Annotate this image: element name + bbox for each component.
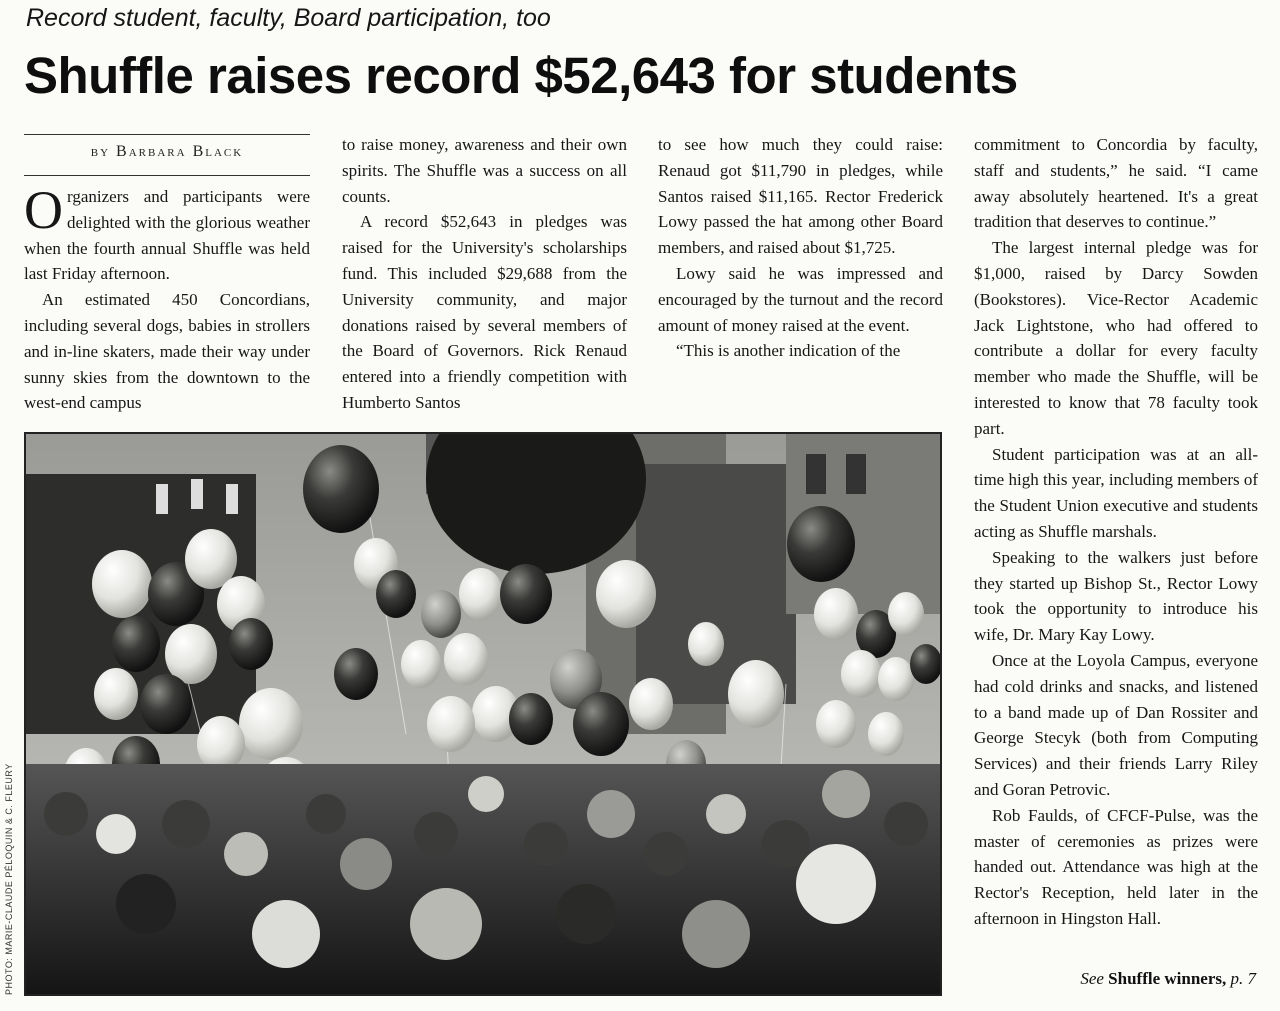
dropcap: O bbox=[24, 180, 63, 240]
kicker: Record student, faculty, Board participation, too bbox=[26, 4, 551, 32]
column-4 bbox=[974, 132, 1258, 932]
col1-paragraph-2: An estimated 450 Concordians, including several dogs, babies in strollers and in-line skaters, made their way under sunny skies from the downtown to the west-end campus bbox=[24, 290, 310, 413]
col2-paragraph-2: A record $52,643 in pledges was raised for the University's scholarships fund. This included $29,688 from the University community, and major donations raised by several members of the Board of Governors. Rick Renaud entered into a friendly competition with Humberto Santos bbox=[342, 212, 627, 412]
col1-p1-text: rganizers and participants were delighted with the glorious weather when the fourth annual Shuffle was held last Friday afternoon. bbox=[24, 187, 310, 284]
column-1 bbox=[24, 180, 310, 416]
column-2 bbox=[342, 132, 627, 416]
byline-rule-top bbox=[24, 134, 310, 135]
photo-illustration bbox=[26, 434, 940, 994]
col4-paragraph-2: The largest internal pledge was for $1,000, raised by Darcy Sowden (Bookstores). Vice-Rector Academic Jack Lightstone, who had offered to contribute a dollar for every faculty member who made the Shuffle, will be interested to know that 78 faculty took part. bbox=[974, 238, 1258, 438]
col2-paragraph-1: to raise money, awareness and their own spirits. The Shuffle was a success on all counts. bbox=[342, 135, 627, 206]
col4-paragraph-5: Once at the Loyola Campus, everyone had cold drinks and snacks, and listened to a band made up of Dan Rossiter and George Stecyk (both from Computing Services) and their friends Larry Riley and Goran Petrovic. bbox=[974, 650, 1258, 799]
byline: by Barbara Black bbox=[90, 143, 244, 160]
col3-paragraph-1: to see how much they could raise: Renaud got $11,790 in pledges, while Santos raised $11,165. Rector Frederick Lowy passed the hat among other Board members, and raised about $1,725. bbox=[658, 135, 943, 258]
see-page: p. 7 bbox=[1230, 969, 1256, 988]
headline: Shuffle raises record $52,643 for students bbox=[24, 47, 1018, 104]
col4-paragraph-6: Rob Faulds, of CFCF-Pulse, was the master of ceremonies as prizes were handed out. Attendance was high at the Rector's Reception, held later in the afternoon in Hingston Hall. bbox=[974, 805, 1258, 928]
balloon-crowd-photo bbox=[24, 432, 942, 996]
photo-credit: PHOTO: MARIE-CLAUDE PÉLOQUIN & C. FLEURY bbox=[4, 763, 14, 995]
column-3 bbox=[658, 132, 943, 364]
col3-paragraph-2: Lowy said he was impressed and encouraged by the turnout and the record amount of money raised at the event. bbox=[658, 263, 943, 335]
byline-rule-bottom bbox=[24, 175, 310, 176]
col4-paragraph-1: commitment to Concordia by faculty, staff and students,” he said. “I came away absolutely heartened. It's a great tradition that deserves to continue.” bbox=[974, 135, 1258, 232]
see-also-reference bbox=[1080, 969, 1256, 989]
see-title: Shuffle winners, bbox=[1108, 969, 1227, 988]
col3-paragraph-3: “This is another indication of the bbox=[676, 341, 901, 361]
col1-paragraph-1 bbox=[24, 180, 310, 287]
col4-paragraph-3: Student participation was at an all-time high this year, including members of the Student Union executive and students acting as Shuffle marshals. bbox=[974, 444, 1259, 541]
see-label: See bbox=[1080, 969, 1104, 988]
col4-paragraph-4: Speaking to the walkers just before they started up Bishop St., Rector Lowy took the opportunity to introduce his wife, Dr. Mary Kay Lowy. bbox=[974, 547, 1258, 645]
